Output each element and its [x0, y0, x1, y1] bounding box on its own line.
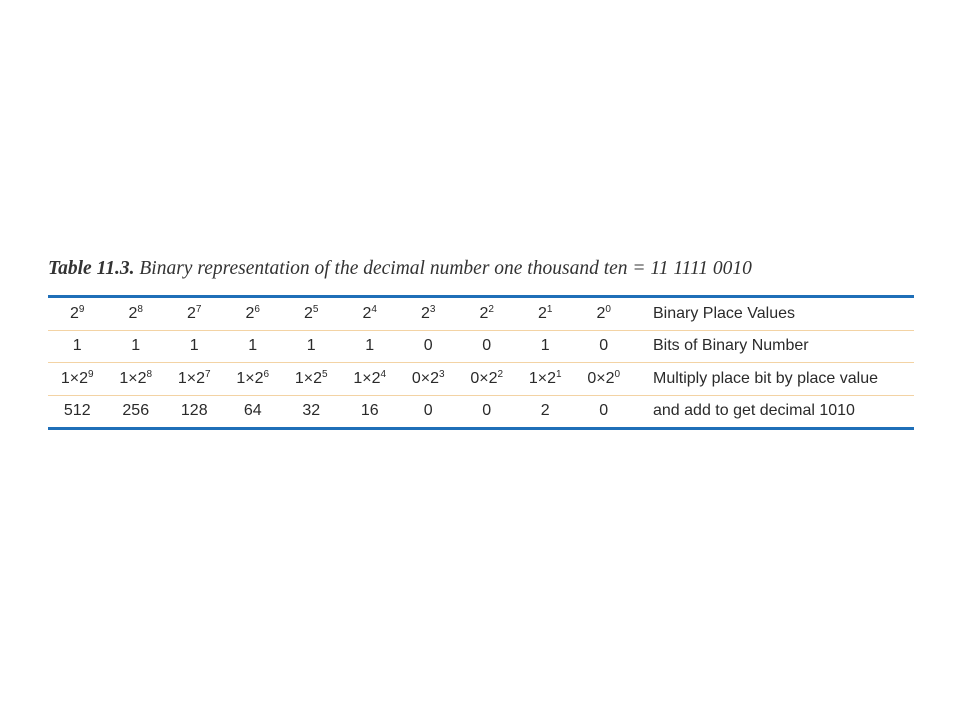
table-cell [341, 305, 400, 323]
cell-exponent: 9 [78, 303, 85, 315]
cell-value: 1 [540, 337, 550, 355]
cell-value: 2 [362, 304, 372, 322]
binary-table [48, 295, 914, 430]
table-cell [48, 305, 107, 323]
cell-value: 1×2 [60, 369, 89, 387]
cell-exponent: 1 [546, 303, 553, 315]
cell-exponent: 4 [371, 303, 377, 315]
cell-value: 512 [63, 402, 91, 420]
cell-exponent: 8 [137, 303, 143, 315]
cell-exponent: 2 [488, 303, 494, 315]
cell-exponent: 3 [439, 368, 445, 380]
table-cell [107, 370, 166, 388]
cell-value: 0 [423, 337, 433, 355]
caption-label: Table 11.3. [48, 258, 135, 279]
cell-value: 1×2 [528, 369, 557, 387]
table-cell [575, 370, 634, 388]
table-cell [458, 337, 517, 355]
cell-exponent: 7 [205, 368, 211, 380]
cell-value: 64 [243, 402, 262, 420]
table-cell [516, 370, 575, 388]
cell-value: 2 [245, 304, 255, 322]
cell-value: 256 [122, 402, 150, 420]
table-cell [48, 370, 107, 388]
table-cell [399, 337, 458, 355]
table-cell [399, 305, 458, 323]
cell-value: 2 [540, 402, 550, 420]
cell-exponent: 5 [312, 303, 319, 315]
table-caption [48, 258, 752, 280]
table-cell [224, 337, 283, 355]
cell-exponent: 3 [429, 303, 436, 315]
row-description: Binary Place Values [653, 304, 795, 322]
cell-exponent: 1 [556, 368, 562, 380]
cell-exponent: 0 [605, 303, 611, 315]
table-cell [224, 402, 283, 420]
cell-value: 1 [189, 337, 199, 355]
cell-value: 2 [479, 304, 489, 322]
table-cell [282, 402, 341, 420]
cell-value: 1×2 [353, 369, 381, 387]
cell-value: 2 [421, 304, 430, 322]
table-cell [282, 337, 341, 355]
cell-value: 1 [72, 337, 82, 355]
row-description: Multiply place bit by place value [653, 369, 879, 387]
cell-exponent: 5 [322, 368, 328, 380]
cell-value: 2 [304, 304, 313, 322]
table-cell [224, 370, 283, 388]
table-cell [282, 370, 341, 388]
cell-exponent: 0 [614, 368, 621, 380]
cell-value: 1×2 [119, 369, 147, 387]
cell-value: 1×2 [177, 369, 206, 387]
cell-value: 2 [187, 304, 196, 322]
row-description: Bits of Binary Number [653, 337, 809, 355]
table-cell [165, 402, 224, 420]
table-row [48, 298, 914, 331]
table-cell [575, 337, 634, 355]
table-cell [399, 402, 458, 420]
cell-exponent: 4 [380, 368, 387, 380]
cell-value: 1 [306, 337, 316, 355]
table-cell [399, 370, 458, 388]
caption-text: Binary representation of the decimal number one thousand ten = 11 1111 0010 [139, 258, 752, 279]
cell-value: 2 [538, 304, 547, 322]
table-cell [107, 402, 166, 420]
table-cell [165, 370, 224, 388]
table-cell [165, 305, 224, 323]
cell-exponent: 8 [146, 368, 153, 380]
table-cell [516, 402, 575, 420]
cell-value: 2 [128, 304, 138, 322]
table-cell [516, 337, 575, 355]
cell-value: 0 [599, 402, 609, 420]
row-description: and add to get decimal 1010 [653, 402, 855, 420]
cell-value: 1 [365, 337, 375, 355]
table-cell [575, 402, 634, 420]
cell-value: 0 [482, 337, 492, 355]
cell-value: 0×2 [411, 369, 440, 387]
cell-value: 0 [599, 337, 609, 355]
table-cell [341, 337, 400, 355]
cell-exponent: 7 [195, 303, 202, 315]
table-cell [575, 305, 634, 323]
cell-value: 1 [248, 337, 258, 355]
cell-value: 0×2 [587, 369, 615, 387]
cell-value: 1×2 [236, 369, 264, 387]
table-cell [341, 370, 400, 388]
table-cell [458, 402, 517, 420]
table-cell [165, 337, 224, 355]
cell-value: 32 [302, 402, 321, 420]
table-cell [341, 402, 400, 420]
cell-exponent: 9 [88, 368, 94, 380]
table-cell [224, 305, 283, 323]
table-cell [458, 305, 517, 323]
table-cell [107, 305, 166, 323]
cell-exponent: 6 [263, 368, 270, 380]
table-cell [516, 305, 575, 323]
cell-value: 0 [482, 402, 492, 420]
cell-exponent: 2 [497, 368, 504, 380]
cell-value: 128 [180, 402, 208, 420]
cell-value: 16 [360, 402, 379, 420]
table-row [48, 396, 914, 428]
table-cell [282, 305, 341, 323]
table-cell [48, 402, 107, 420]
table-row [48, 363, 914, 396]
cell-value: 0×2 [470, 369, 498, 387]
table-cell [48, 337, 107, 355]
cell-value: 2 [596, 304, 606, 322]
cell-value: 1×2 [294, 369, 323, 387]
table-cell [458, 370, 517, 388]
cell-value: 1 [131, 337, 141, 355]
cell-value: 0 [423, 402, 433, 420]
cell-value: 2 [70, 304, 79, 322]
table-row [48, 331, 914, 364]
table-cell [107, 337, 166, 355]
cell-exponent: 6 [254, 303, 260, 315]
